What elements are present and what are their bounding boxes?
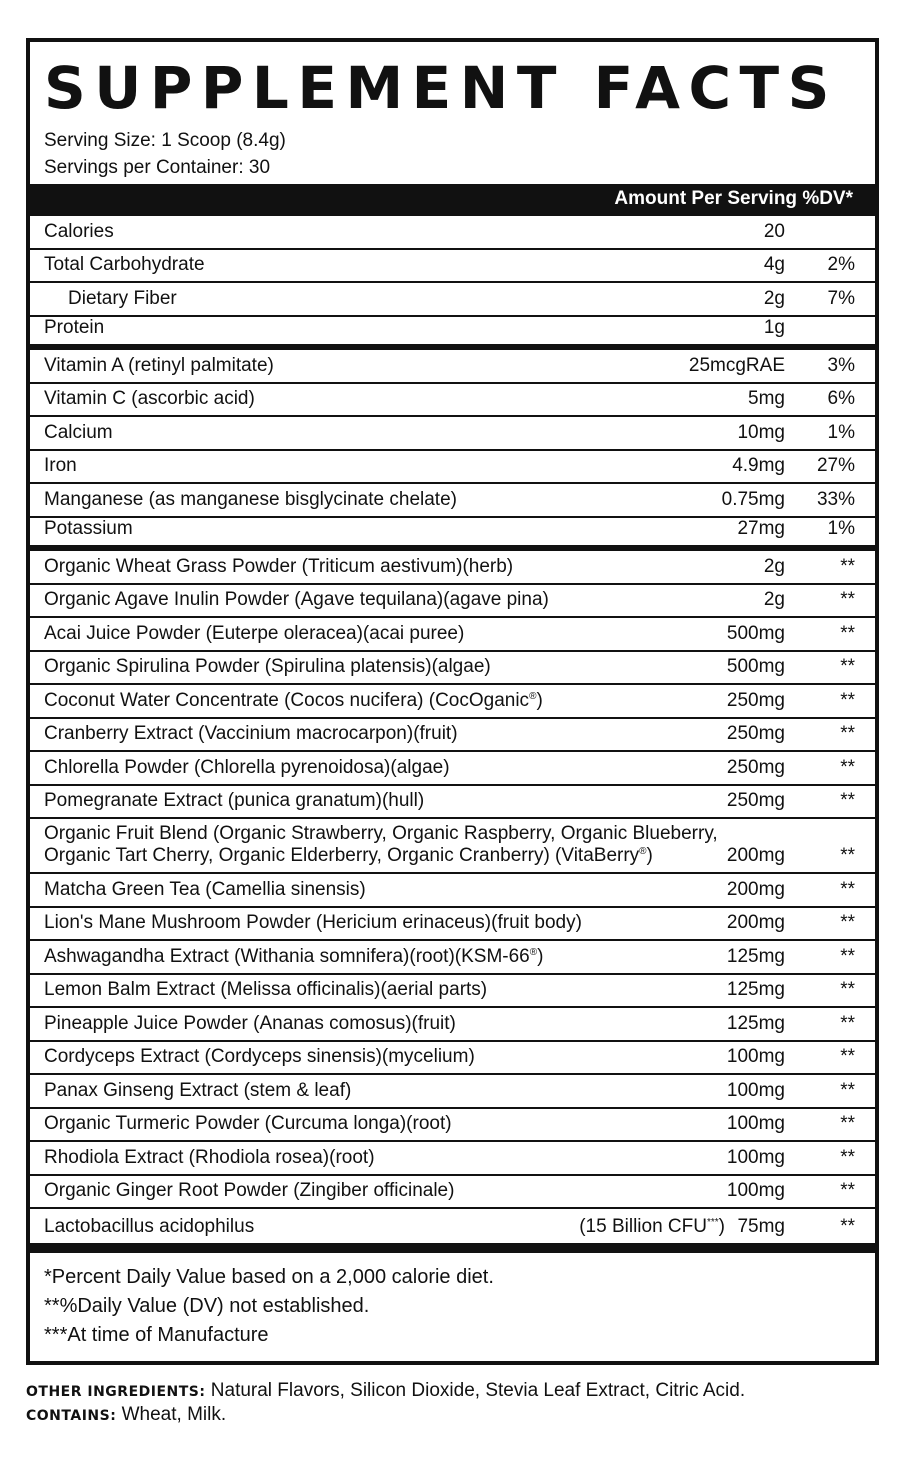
ingredient-dv: ** [840,1046,855,1067]
ingredient-name: Pineapple Juice Powder (Ananas comosus)(fruit) [44,1012,456,1034]
ingredient-amount: 200mg [726,845,785,866]
ingredient-dv: 3% [827,354,855,376]
other-ingredients-label: OTHER INGREDIENTS: [26,1384,206,1400]
amount-header-label: Amount Per Serving %DV* [614,188,853,209]
table-row [30,350,875,384]
ingredient-dv: ** [840,555,855,577]
ingredient-amount: 250mg [726,756,785,778]
table-row [30,250,875,284]
ingredient-amount: 20 [763,220,785,242]
footnote-line: **%Daily Value (DV) not established. [44,1295,370,1317]
ingredient-dv: ** [840,723,855,744]
ingredient-amount: 100mg [726,1113,785,1134]
ingredient-amount: 100mg [726,1079,785,1101]
table-row [30,685,875,719]
table-row [30,719,875,753]
ingredient-name: Pomegranate Extract (punica granatum)(hull) [44,790,425,811]
ingredient-amount: 500mg [726,656,785,677]
table-row [30,941,875,975]
ingredient-amount: 5mg [748,388,785,409]
table-row [30,1042,875,1076]
footnote-line: ***At time of Manufacture [44,1324,269,1346]
ingredient-name: Potassium [44,518,133,539]
table-row [30,216,875,250]
ingredient-dv: 27% [816,455,855,476]
table-row [30,1176,875,1210]
ingredient-dv: ** [840,1012,855,1034]
ingredient-name: Coconut Water Concentrate (Cocos nucifera) (CocOganic®) [44,689,543,711]
ingredient-dv: ** [840,912,855,933]
table-row [30,819,875,874]
table-row [30,585,875,619]
ingredient-name: Dietary Fiber [68,287,177,309]
ingredient-name: Organic Ginger Root Powder (Zingiber officinale) [44,1180,455,1201]
table-row [30,484,875,518]
contains-text: Wheat, Milk. [121,1404,227,1425]
ingredient-name: Lactobacillus acidophilus [44,1215,255,1237]
ingredient-name [44,823,718,867]
ingredient-name: Chlorella Powder (Chlorella pyrenoidosa)(algae) [44,756,450,778]
ingredient-name: Cranberry Extract (Vaccinium macrocarpon)(fruit) [44,723,458,744]
ingredient-dv: ** [840,1180,855,1201]
ingredient-name: Calcium [44,421,113,443]
table-row [30,384,875,418]
ingredient-name: Total Carbohydrate [44,254,205,275]
ingredient-note: (15 Billion CFU***) [579,1215,725,1237]
serving-size: Serving Size: 1 Scoop (8.4g) [44,130,286,151]
ingredient-name: Organic Agave Inulin Powder (Agave tequilana)(agave pina) [44,589,549,610]
ingredient-dv: ** [840,1113,855,1134]
ingredient-amount: 500mg [726,622,785,644]
table-row [30,1008,875,1042]
ingredient-dv: 1% [827,518,855,539]
ingredient-name: Acai Juice Powder (Euterpe oleracea)(acai puree) [44,622,465,644]
table-row [30,786,875,820]
ingredient-name: Rhodiola Extract (Rhodiola rosea)(root) [44,1146,375,1168]
ingredient-amount: 1g [763,317,785,338]
table-row [30,317,875,351]
ingredient-name: Ashwagandha Extract (Withania somnifera)(root)(KSM-66®) [44,945,544,967]
ingredient-amount: 0.75mg [721,488,785,510]
ingredient-name: Lemon Balm Extract (Melissa officinalis)(aerial parts) [44,979,488,1000]
ingredient-amount: 2g [763,589,785,610]
ingredient-name: Cordyceps Extract (Cordyceps sinensis)(mycelium) [44,1046,475,1067]
ingredient-amount: 250mg [726,790,785,811]
supplement-facts-panel [26,38,879,1365]
table-row [30,752,875,786]
footnotes [44,1263,494,1350]
ingredient-dv: 1% [827,421,855,443]
table-row [30,1109,875,1143]
ingredient-name: Manganese (as manganese bisglycinate chelate) [44,488,457,510]
ingredient-name: Lion's Mane Mushroom Powder (Hericium erinaceus)(fruit body) [44,912,582,933]
table-row [30,975,875,1009]
ingredient-name: Organic Wheat Grass Powder (Triticum aestivum)(herb) [44,555,514,577]
contains-label: CONTAINS: [26,1408,117,1424]
table-row [30,283,875,317]
ingredient-amount: 125mg [726,979,785,1000]
table-bottom-bar [30,1243,875,1253]
table-row [30,618,875,652]
ingredient-name: Panax Ginseng Extract (stem & leaf) [44,1079,352,1101]
ingredient-amount: 4.9mg [732,455,785,476]
ingredient-name: Vitamin C (ascorbic acid) [44,388,255,409]
table-row [30,908,875,942]
table-row [30,1142,875,1176]
ingredient-dv: ** [840,945,855,967]
ingredient-amount: 27mg [737,518,785,539]
nutrient-table [30,216,875,1243]
ingredient-dv: ** [840,1079,855,1101]
ingredient-amount: 100mg [726,1046,785,1067]
ingredient-amount: 2g [763,287,785,309]
table-row [30,1209,875,1243]
table-row [30,417,875,451]
table-row [30,451,875,485]
ingredient-dv: ** [840,1215,855,1237]
ingredient-dv: ** [840,845,855,866]
table-row [30,518,875,552]
contains [26,1403,226,1428]
other-ingredients-text: Natural Flavors, Silicon Dioxide, Stevia Leaf Extract, Citric Acid. [210,1380,746,1401]
ingredient-amount: 250mg [726,723,785,744]
ingredient-amount: 10mg [737,421,785,443]
other-ingredients [26,1379,745,1404]
ingredient-dv: 7% [827,287,855,309]
ingredient-name: Vitamin A (retinyl palmitate) [44,354,274,376]
table-row [30,551,875,585]
table-row [30,874,875,908]
servings-per-container: Servings per Container: 30 [44,157,271,178]
ingredient-dv: ** [840,689,855,711]
table-row [30,1075,875,1109]
ingredient-dv: ** [840,979,855,1000]
ingredient-dv: 2% [827,254,855,275]
footnote-line: *Percent Daily Value based on a 2,000 calorie diet. [44,1266,494,1288]
ingredient-amount: 75mg [737,1215,785,1237]
ingredient-name: Organic Turmeric Powder (Curcuma longa)(root) [44,1113,452,1134]
ingredient-amount: 100mg [726,1146,785,1168]
ingredient-dv: ** [840,756,855,778]
ingredient-amount: 250mg [726,689,785,711]
ingredient-dv: ** [840,622,855,644]
ingredient-name-line-1: Organic Fruit Blend (Organic Strawberry, Organic Raspberry, Organic Blueberry, [44,823,718,844]
table-row [30,652,875,686]
ingredient-amount: 200mg [726,912,785,933]
ingredient-name: Calories [44,220,114,242]
ingredient-dv: ** [840,1146,855,1168]
ingredient-dv: 33% [816,488,855,510]
ingredient-amount: 200mg [726,878,785,900]
ingredient-amount: 4g [763,254,785,275]
ingredient-name: Matcha Green Tea (Camellia sinensis) [44,878,366,900]
ingredient-amount: 125mg [726,945,785,967]
amount-header-bar [30,184,875,216]
ingredient-name: Iron [44,455,77,476]
ingredient-name: Protein [44,317,105,338]
ingredient-amount: 2g [763,555,785,577]
ingredient-dv: ** [840,878,855,900]
ingredient-amount: 125mg [726,1012,785,1034]
ingredient-name-line-2: Organic Tart Cherry, Organic Elderberry, Organic Cranberry) (VitaBerry®) [44,845,653,866]
ingredient-amount: 25mcgRAE [688,354,785,376]
ingredient-dv: ** [840,589,855,610]
ingredient-amount: 100mg [726,1180,785,1201]
ingredient-dv: ** [840,656,855,677]
ingredient-dv: 6% [827,388,855,409]
ingredient-dv: ** [840,790,855,811]
ingredient-name: Organic Spirulina Powder (Spirulina platensis)(algae) [44,656,491,677]
panel-title: SUPPLEMENT FACTS [44,54,838,122]
